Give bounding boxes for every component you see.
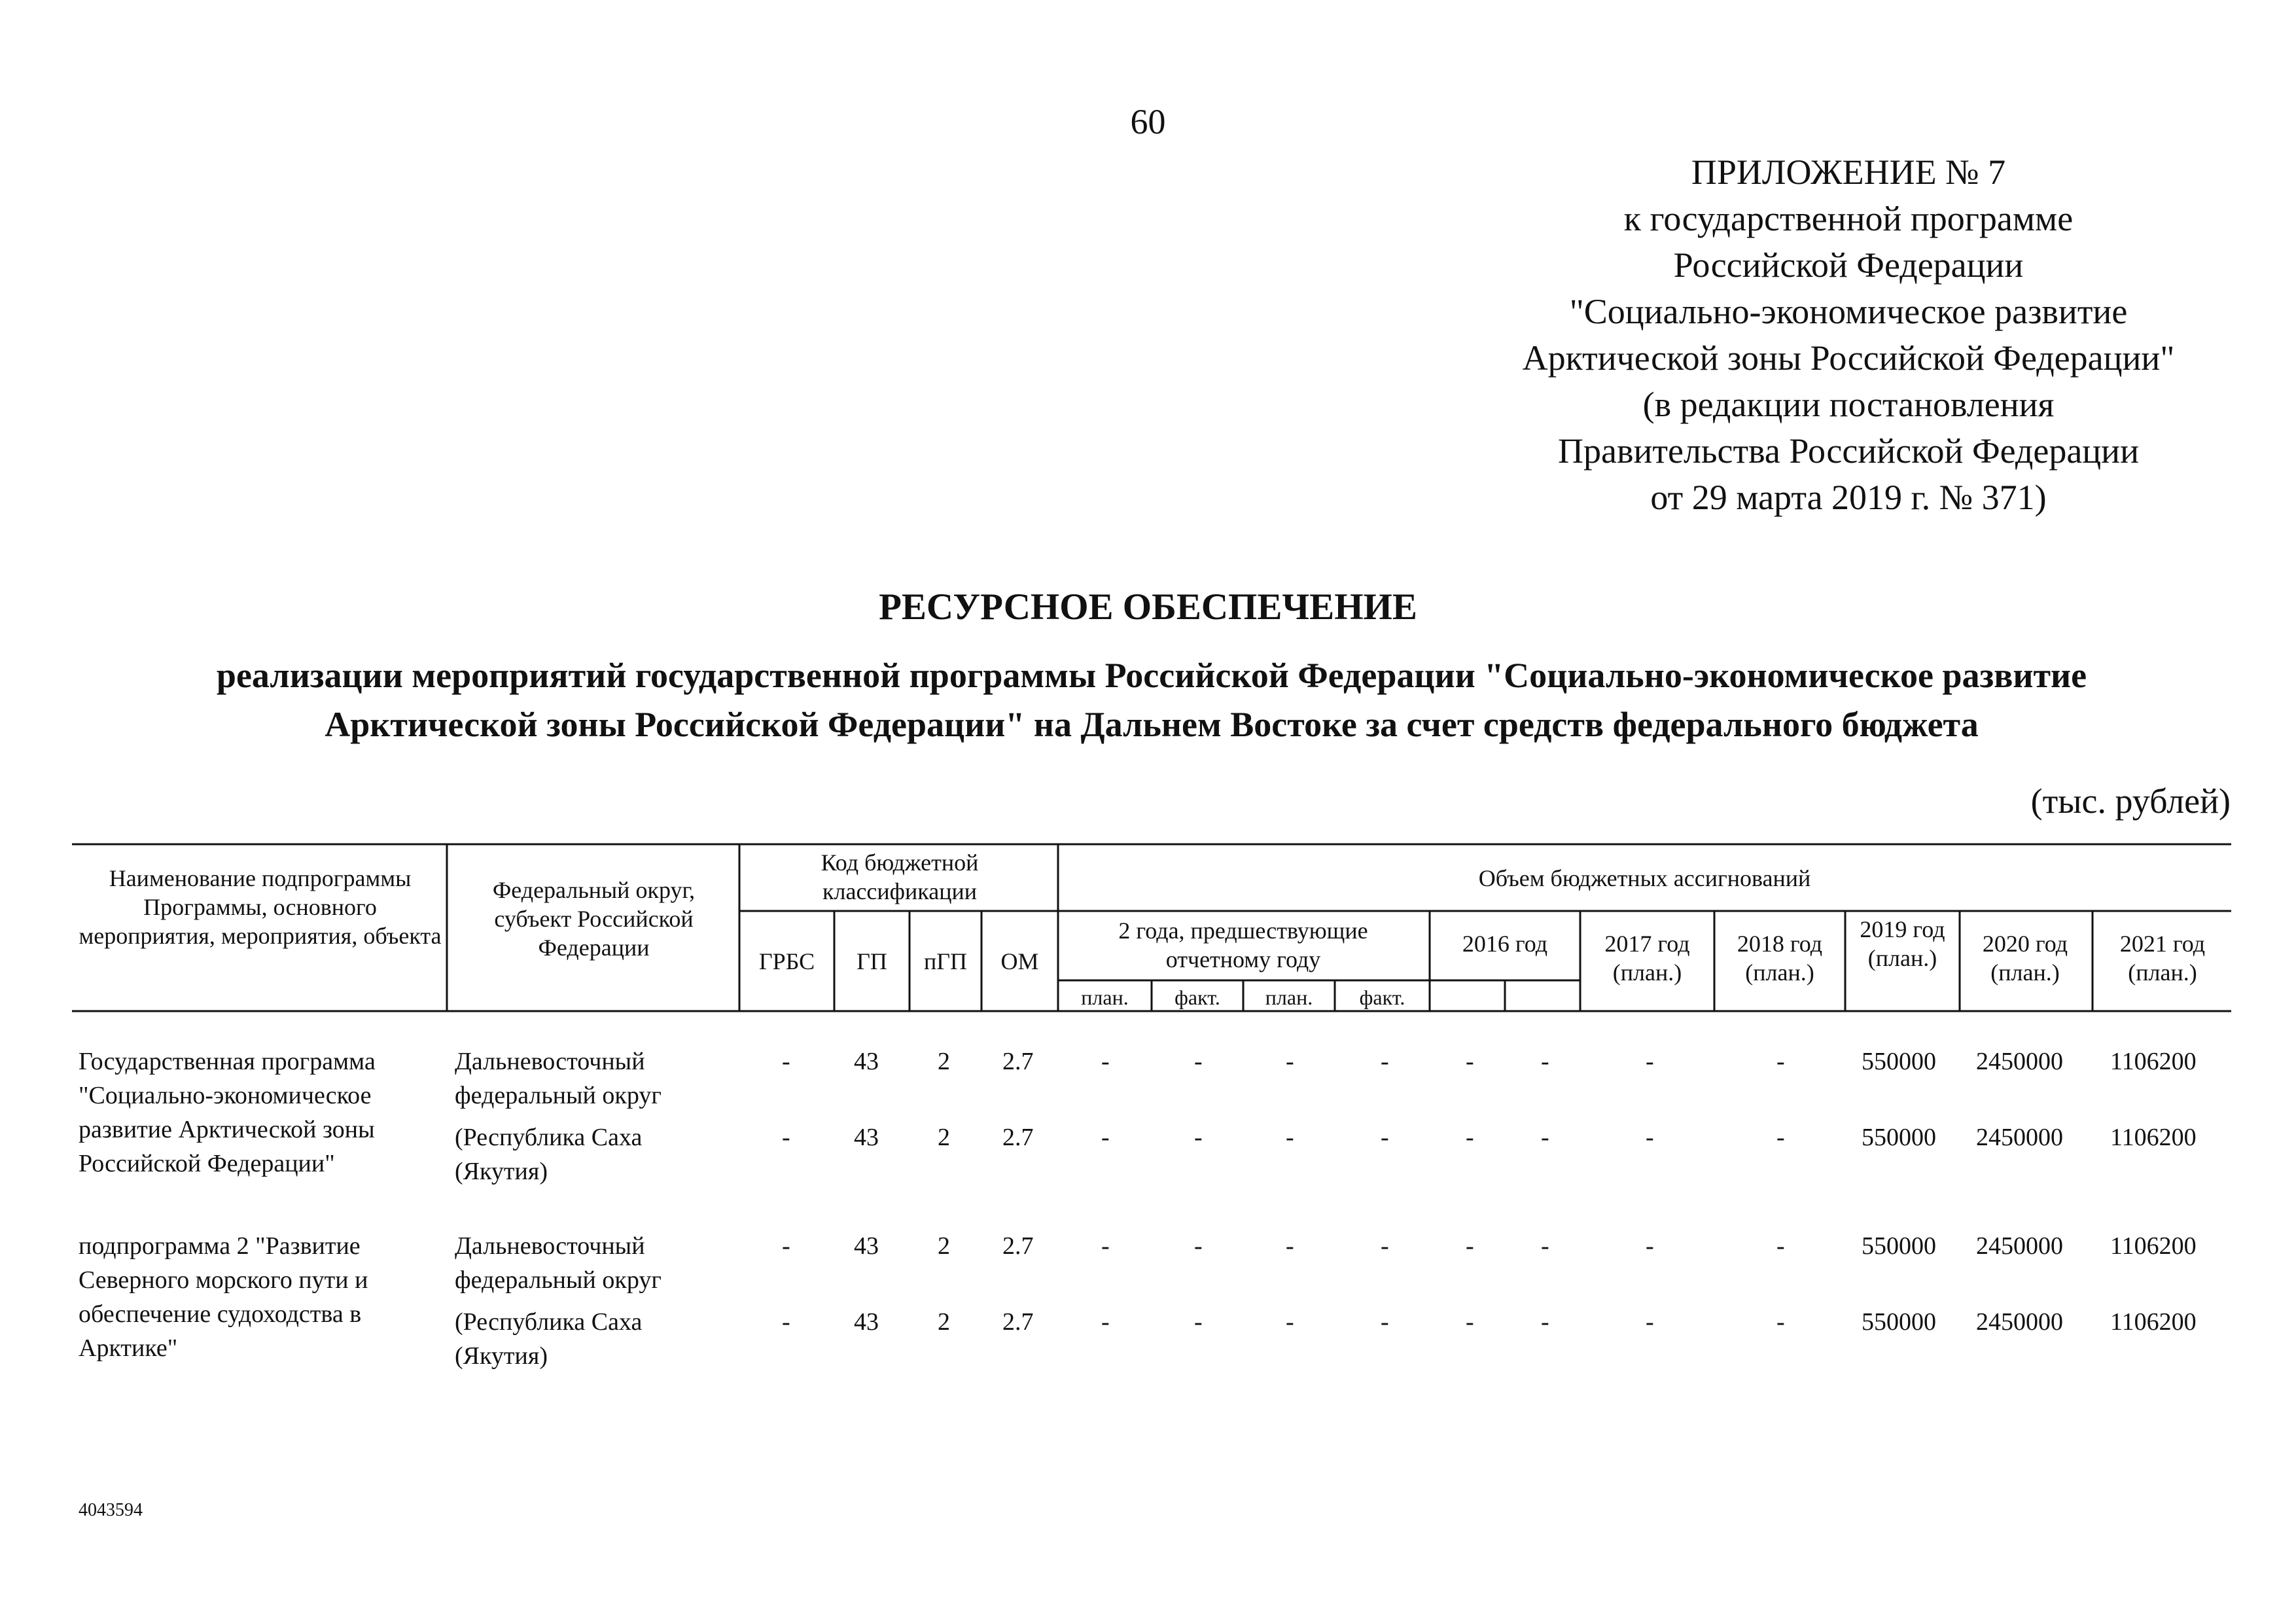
dash-cell: - (1646, 1048, 1654, 1075)
dash-cell: - (1466, 1232, 1474, 1260)
gp-cell: 43 (854, 1124, 879, 1151)
dash-cell: - (1194, 1308, 1203, 1336)
dash-cell: - (1776, 1048, 1785, 1075)
dash-cell: - (1776, 1232, 1785, 1260)
header-plan-2: план. (1265, 986, 1313, 1009)
pgp-cell: 2 (938, 1124, 950, 1151)
header-plan-1: план. (1081, 986, 1129, 1009)
units-note: (тыс. рублей) (2030, 781, 2231, 821)
district-cell: Дальневосточный федеральный округ (455, 1232, 662, 1294)
value-2019: 550000 (1862, 1308, 1936, 1336)
dash-cell: - (1776, 1124, 1785, 1151)
dash-cell: - (1286, 1308, 1294, 1336)
group-name: подпрограмма 2 "Развитие Северного морского пути и обеспечение судоходства в Арктике" (79, 1232, 368, 1362)
appendix-line: Российской Федерации (1673, 245, 2024, 285)
dash-cell: - (1646, 1308, 1654, 1336)
value-2019: 550000 (1862, 1232, 1936, 1260)
pgp-cell: 2 (938, 1308, 950, 1336)
appendix-line: Правительства Российской Федерации (1558, 431, 2139, 471)
document-subtitle: реализации мероприятий государственной программы Российской Федерации "Социально-экономическое развитие Арктической зоны Российской Федерации" на Дальнем Востоке за счет средств федерального бюджета (216, 656, 2087, 744)
om-cell: 2.7 (1002, 1124, 1034, 1151)
header-budget-code: Код бюджетной классификации (821, 849, 979, 904)
gp-cell: 43 (854, 1308, 879, 1336)
group-name: Государственная программа "Социально-экономическое развитие Арктической зоны Российской Федерации" (79, 1048, 376, 1177)
value-2021: 1106200 (2110, 1124, 2197, 1151)
dash-cell: - (1466, 1048, 1474, 1075)
dash-cell: - (1381, 1232, 1389, 1260)
header-fact-2: факт. (1359, 986, 1405, 1009)
header-fact-1: факт. (1174, 986, 1220, 1009)
dash-cell: - (1541, 1124, 1549, 1151)
value-2020: 2450000 (1976, 1232, 2063, 1260)
dash-cell: - (1541, 1308, 1549, 1336)
appendix-line: "Социально-экономическое развитие (1569, 292, 2128, 331)
header-2018: 2018 год (план.) (1737, 931, 1823, 986)
dash-cell: - (1194, 1048, 1203, 1075)
district-cell: Дальневосточный федеральный округ (455, 1048, 662, 1109)
dash-cell: - (1541, 1232, 1549, 1260)
district-cell: (Республика Саха (Якутия) (455, 1124, 643, 1185)
grbs-cell: - (782, 1308, 790, 1336)
value-2021: 1106200 (2110, 1308, 2197, 1336)
dash-cell: - (1466, 1124, 1474, 1151)
dash-cell: - (1101, 1232, 1110, 1260)
header-district: Федеральный округ, субъект Российской Федерации (492, 877, 696, 961)
appendix-line: Арктической зоны Российской Федерации" (1522, 338, 2175, 378)
dash-cell: - (1541, 1048, 1549, 1075)
header-prev-two-years: 2 года, предшествующие отчетному году (1118, 918, 1368, 972)
header-grbs: ГРБС (758, 948, 815, 974)
district-cell: (Республика Саха (Якутия) (455, 1308, 643, 1370)
value-2020: 2450000 (1976, 1048, 2063, 1075)
dash-cell: - (1381, 1048, 1389, 1075)
dash-cell: - (1286, 1048, 1294, 1075)
dash-cell: - (1194, 1124, 1203, 1151)
header-allocations: Объем бюджетных ассигнований (1478, 865, 1811, 891)
header-2019: 2019 год (план.) (1860, 916, 1945, 971)
appendix-line: к государственной программе (1623, 199, 2074, 238)
appendix-line: (в редакции постановления (1642, 385, 2055, 424)
header-om: ОМ (1000, 948, 1039, 974)
grbs-cell: - (782, 1124, 790, 1151)
dash-cell: - (1646, 1232, 1654, 1260)
om-cell: 2.7 (1002, 1308, 1034, 1336)
value-2021: 1106200 (2110, 1048, 2197, 1075)
dash-cell: - (1381, 1308, 1389, 1336)
value-2019: 550000 (1862, 1048, 1936, 1075)
grbs-cell: - (782, 1232, 790, 1260)
dash-cell: - (1646, 1124, 1654, 1151)
document-title: РЕСУРСНОЕ ОБЕСПЕЧЕНИЕ (879, 586, 1417, 628)
header-2021: 2021 год (план.) (2119, 931, 2206, 986)
value-2021: 1106200 (2110, 1232, 2197, 1260)
om-cell: 2.7 (1002, 1048, 1034, 1075)
appendix-line: от 29 марта 2019 г. № 371) (1650, 478, 2047, 517)
dash-cell: - (1286, 1232, 1294, 1260)
dash-cell: - (1286, 1124, 1294, 1151)
header-2016: 2016 год (1462, 931, 1548, 957)
dash-cell: - (1381, 1124, 1389, 1151)
dash-cell: - (1776, 1308, 1785, 1336)
header-pgp: пГП (923, 948, 968, 974)
value-2019: 550000 (1862, 1124, 1936, 1151)
gp-cell: 43 (854, 1232, 879, 1260)
dash-cell: - (1101, 1048, 1110, 1075)
value-2020: 2450000 (1976, 1308, 2063, 1336)
grbs-cell: - (782, 1048, 790, 1075)
appendix-line: ПРИЛОЖЕНИЕ № 7 (1691, 152, 2006, 192)
header-2017: 2017 год (план.) (1604, 931, 1690, 986)
header-name: Наименование подпрограммы Программы, основного мероприятия, мероприятия, объекта (79, 865, 442, 949)
dash-cell: - (1194, 1232, 1203, 1260)
pgp-cell: 2 (938, 1232, 950, 1260)
value-2020: 2450000 (1976, 1124, 2063, 1151)
header-gp: ГП (857, 948, 887, 974)
dash-cell: - (1466, 1308, 1474, 1336)
header-2020: 2020 год (план.) (1982, 931, 2068, 986)
dash-cell: - (1101, 1308, 1110, 1336)
page-number: 60 (1130, 102, 1166, 141)
pgp-cell: 2 (938, 1048, 950, 1075)
gp-cell: 43 (854, 1048, 879, 1075)
om-cell: 2.7 (1002, 1232, 1034, 1260)
document-id: 4043594 (79, 1500, 143, 1520)
dash-cell: - (1101, 1124, 1110, 1151)
